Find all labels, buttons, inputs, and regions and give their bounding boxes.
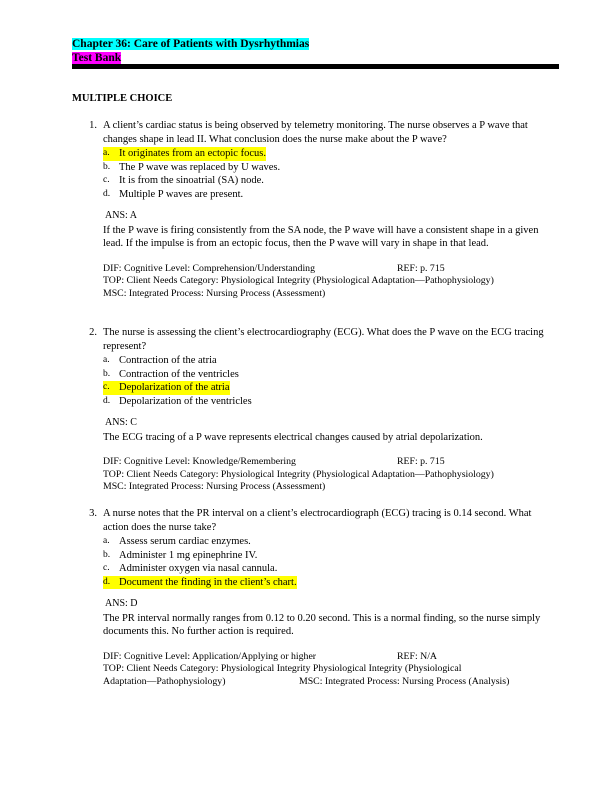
msc: MSC: Integrated Process: Nursing Process (Assessment): [103, 481, 326, 492]
difficulty: DIF: Cognitive Level: Knowledge/Remembering: [103, 456, 296, 467]
reference: REF: p. 715: [397, 456, 445, 467]
question-stem: The nurse is assessing the client’s electrocardiography (ECG). What does the P wave on the ECG tracing represent?: [103, 327, 544, 352]
options-list: [103, 354, 559, 408]
question-number: 2.: [89, 327, 97, 338]
rationale: If the P wave is firing consistently from the SA node, the P wave will have a consistent shape in a given lead. If the impulse is from an ectopic focus, then the P wave will vary in shape in that lead.: [103, 224, 539, 249]
answer-label: ANS: D: [105, 598, 138, 609]
msc: MSC: Integrated Process: Nursing Process (Analysis): [299, 675, 510, 687]
header-divider: [72, 64, 559, 69]
option-c: c. It is from the sinoatrial (SA) node.: [103, 175, 264, 186]
chapter-header: [72, 37, 309, 65]
option-a: a. Contraction of the atria: [103, 355, 217, 366]
question-2: [72, 326, 559, 494]
reference: REF: N/A: [397, 650, 438, 662]
chapter-title: Chapter 36: Care of Patients with Dysrhythmias: [72, 38, 310, 50]
option-d: d. Multiple P waves are present.: [103, 188, 244, 200]
options-list: [103, 535, 559, 589]
answer-label: ANS: A: [105, 210, 137, 221]
question-number: 3.: [89, 508, 97, 519]
options-list: [103, 147, 559, 201]
question-metadata: [103, 651, 559, 689]
question-stem: A client’s cardiac status is being observed by telemetry monitoring. The nurse observes a P wave that changes shape in lead II. What conclusion does the nurse make about the P wave?: [103, 120, 528, 145]
option-c: c. Administer oxygen via nasal cannula.: [103, 563, 278, 574]
option-b: b. Contraction of the ventricles: [103, 368, 239, 380]
difficulty: DIF: Cognitive Level: Comprehension/Understanding: [103, 262, 315, 274]
question-number: 1.: [89, 120, 97, 131]
question-metadata: [103, 263, 559, 301]
option-d: d. Document the finding in the client’s chart.: [103, 576, 297, 588]
difficulty: DIF: Cognitive Level: Application/Applying or higher: [103, 650, 317, 662]
msc: MSC: Integrated Process: Nursing Process (Assessment): [103, 287, 326, 299]
question-metadata: [103, 456, 559, 494]
test-bank-label: Test Bank: [72, 52, 122, 64]
topic: TOP: Client Needs Category: Physiological Integrity (Physiological Adaptation—Pathophysiology): [103, 275, 494, 286]
topic: TOP: Client Needs Category: Physiological Integrity (Physiological Adaptation—Pathophysiology): [103, 468, 494, 480]
rationale: The ECG tracing of a P wave represents electrical changes caused by atrial depolarization.: [103, 431, 483, 443]
question-stem: A nurse notes that the PR interval on a client’s electrocardiograph (ECG) tracing is 0.14 second. What action does the nurse take?: [103, 508, 532, 533]
option-a: a. Assess serum cardiac enzymes.: [103, 536, 251, 547]
section-title: MULTIPLE CHOICE: [72, 93, 173, 104]
option-d: d. Depolarization of the ventricles: [103, 395, 252, 407]
option-c: c. Depolarization of the atria: [103, 382, 230, 393]
question-1: [72, 119, 559, 300]
reference: REF: p. 715: [397, 262, 445, 274]
option-b: b. The P wave was replaced by U waves.: [103, 161, 281, 173]
topic-continued: Adaptation—Pathophysiology): [103, 675, 226, 687]
option-a: a. It originates from an ectopic focus.: [103, 148, 266, 159]
rationale: The PR interval normally ranges from 0.12 to 0.20 second. This is a normal finding, so the nurse simply documents this. No further action is required.: [103, 612, 541, 637]
answer-label: ANS: C: [105, 417, 137, 428]
option-b: b. Administer 1 mg epinephrine IV.: [103, 549, 258, 561]
topic: TOP: Client Needs Category: Physiological Integrity Physiological Integrity (Physiological: [103, 663, 462, 674]
question-3: [72, 507, 559, 688]
